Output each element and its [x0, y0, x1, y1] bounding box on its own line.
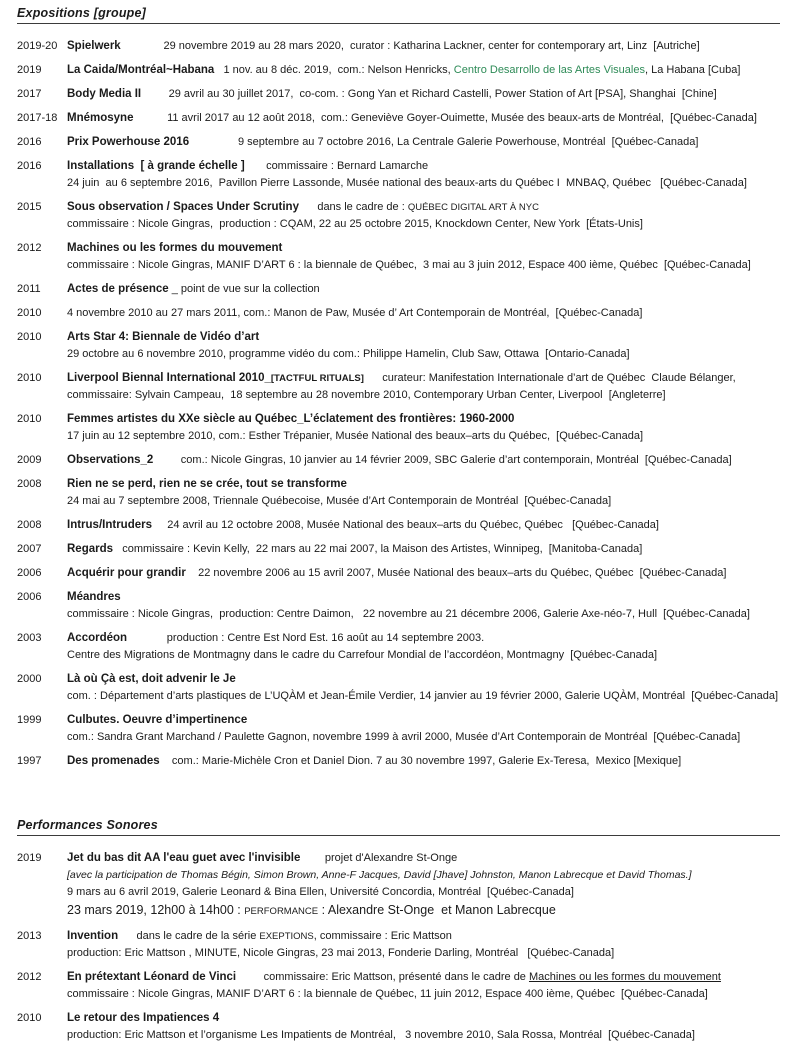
- entry-content: [67, 158, 780, 192]
- entry-year: 2017-18: [17, 112, 58, 124]
- text-segment: Installations [ à grande échelle ]: [67, 160, 245, 172]
- text-segment: dans le cadre de la série: [118, 930, 260, 942]
- text-segment: Culbutes. Oeuvre d’impertinence: [67, 714, 248, 726]
- text-segment: com.: Marie-Michèle Cron et Daniel Dion. 7 au 30 novembre 1997, Galerie Ex-Teresa, Mexico [Mexique]: [159, 755, 682, 767]
- entries-performances: [17, 850, 780, 1044]
- text-segment: 24 juin au 6 septembre 2016, Pavillon Pierre Lassonde, Musée national des beaux-arts du Québec I MNBAQ, Québec [Québec-Canada]: [67, 177, 747, 189]
- entry-content: [67, 329, 780, 363]
- text-segment: [avec la participation de Thomas Bégin, Simon Brown, Anne-F Jacques, David [Jhave] Johnston, Manon Labrecque et David Thomas.]: [67, 869, 692, 881]
- entry-content: [67, 240, 780, 274]
- entry-year: 2016: [17, 136, 42, 148]
- text-segment: Accordéon: [67, 632, 128, 644]
- exhibition-entry: [17, 753, 780, 770]
- text-segment: 9 septembre au 7 octobre 2016, La Centrale Galerie Powerhouse, Montréal [Québec-Canada]: [189, 136, 699, 148]
- text-segment: EXEPTIONS: [259, 931, 314, 942]
- entry-year: 2010: [17, 307, 42, 319]
- text-segment: Observations_2: [67, 454, 154, 466]
- text-segment: 24 mai au 7 septembre 2008, Triennale Québecoise, Musée d’Art Contemporain de Montréal [Québec-Canada]: [67, 495, 612, 507]
- entry-year: 2017: [17, 88, 42, 100]
- entry-line: [67, 370, 780, 387]
- entry-line: [67, 850, 780, 867]
- section-title: Performances Sonores: [17, 818, 780, 836]
- entry-content: [67, 370, 780, 404]
- exhibition-entry: [17, 476, 780, 510]
- entry-content: [67, 38, 780, 55]
- exhibition-entry: [17, 850, 780, 921]
- entry-year: 2019: [17, 64, 42, 76]
- entry-content: [67, 630, 780, 664]
- entry-year: 2012: [17, 242, 42, 254]
- entry-line: [67, 867, 780, 884]
- text-segment: : Alexandre St-Onge et Manon Labrecque: [318, 903, 556, 917]
- entry-line: [67, 216, 780, 233]
- entry-line: [67, 175, 780, 192]
- entry-line: [67, 86, 780, 103]
- exhibition-entry: [17, 452, 780, 469]
- text-segment: dans le cadre de :: [298, 201, 408, 213]
- text-segment: production : Centre Est Nord Est. 16 août au 14 septembre 2003.: [127, 632, 485, 644]
- entry-content: [67, 753, 780, 770]
- entry-content: [67, 969, 780, 1003]
- text-segment: , La Habana [Cuba]: [644, 64, 741, 76]
- text-segment: Regards: [67, 543, 114, 555]
- exhibition-entry: [17, 86, 780, 103]
- exhibition-entry: [17, 110, 780, 127]
- entry-line: [67, 969, 780, 986]
- text-segment: Méandres: [67, 591, 121, 603]
- entry-content: [67, 541, 780, 558]
- entry-line: [67, 62, 780, 79]
- exhibition-entry: [17, 589, 780, 623]
- entry-line: [67, 1027, 780, 1044]
- entry-year: 2003: [17, 632, 42, 644]
- text-segment: Liverpool Biennal International 2010_: [67, 372, 271, 384]
- text-segment: Machines ou les formes du mouvement: [528, 971, 721, 983]
- text-segment: 17 juin au 12 septembre 2010, com.: Esther Trépanier, Musée National des beaux–arts du Québec, [Québec-Canada]: [67, 430, 644, 442]
- entry-year: 2010: [17, 372, 42, 384]
- exhibition-entry: [17, 370, 780, 404]
- text-segment: commissaire : Nicole Gingras, production: Centre Daimon, 22 novembre au 21 décembre 2006, Galerie Axe-néo-7, Hull [Québec-Canada]: [67, 608, 750, 620]
- exhibition-entry: [17, 240, 780, 274]
- text-segment: com.: Nicole Gingras, 10 janvier au 14 février 2009, SBC Galerie d’art contemporain, Montréal [Québec-Canada]: [153, 454, 732, 466]
- entry-content: [67, 928, 780, 962]
- entry-line: [67, 476, 780, 493]
- entry-content: [67, 281, 780, 298]
- entry-content: [67, 1010, 780, 1044]
- entry-line: [67, 606, 780, 623]
- text-segment: 29 novembre 2019 au 28 mars 2020, curator : Katharina Lackner, center for contemporary art, Linz [Autriche]: [120, 40, 700, 52]
- text-segment: 29 octobre au 6 novembre 2010, programme vidéo du com.: Philippe Hamelin, Club Saw, Ottawa [Ontario-Canada]: [67, 348, 630, 360]
- text-segment: Le retour des Impatiences 4: [67, 1012, 220, 1024]
- entry-year: 2010: [17, 331, 42, 343]
- text-segment: com.: Sandra Grant Marchand / Paulette Gagnon, novembre 1999 à avril 2000, Musée d’Art Contemporain de Montréal [Québec-Canada]: [67, 731, 741, 743]
- entry-line: [67, 38, 780, 55]
- entry-line: [67, 240, 780, 257]
- entry-year: 2015: [17, 201, 42, 213]
- entry-line: [67, 565, 780, 582]
- text-segment: En prétextant Léonard de Vinci: [67, 971, 237, 983]
- entry-line: [67, 1010, 780, 1027]
- text-segment: commissaire : Bernard Lamarche: [244, 160, 429, 172]
- exhibition-entry: [17, 305, 780, 322]
- entry-content: [67, 110, 780, 127]
- entry-year: 2010: [17, 413, 42, 425]
- entry-line: [67, 346, 780, 363]
- entry-line: [67, 589, 780, 606]
- text-segment: QUÉBEC DIGITAL ART À NYC: [407, 202, 539, 213]
- text-segment: Mnémosyne: [67, 112, 134, 124]
- entry-line: [67, 257, 780, 274]
- entry-year: 2016: [17, 160, 42, 172]
- text-segment: , commissaire : Eric Mattson: [313, 930, 452, 942]
- exhibition-entry: [17, 62, 780, 79]
- entry-year: 2007: [17, 543, 42, 555]
- entry-year: 1997: [17, 755, 42, 767]
- entry-content: [67, 199, 780, 233]
- entry-line: [67, 281, 780, 298]
- entry-line: [67, 134, 780, 151]
- text-segment: Là où Çà est, doit advenir le Je: [67, 673, 236, 685]
- entry-line: [67, 884, 780, 901]
- entry-line: [67, 428, 780, 445]
- text-segment: curateur: Manifestation Internationale d’art de Québec Claude Bélanger,: [363, 372, 736, 384]
- entry-year: 2019-20: [17, 40, 58, 52]
- entry-line: [67, 729, 780, 746]
- text-segment: _ point de vue sur la collection: [168, 283, 320, 295]
- text-segment: commissaire: Eric Mattson, présenté dans le cadre de: [236, 971, 529, 983]
- text-segment: Rien ne se perd, rien ne se crée, tout se transforme: [67, 478, 347, 490]
- exhibition-entry: [17, 565, 780, 582]
- exhibition-entry: [17, 630, 780, 664]
- exhibition-entry: [17, 517, 780, 534]
- entry-line: [67, 110, 780, 127]
- entry-line: [67, 647, 780, 664]
- text-segment: commissaire: Sylvain Campeau, 18 septembre au 28 novembre 2010, Contemporary Urban Center, Liverpool [Angleterre]: [67, 389, 666, 401]
- text-segment: commissaire : Nicole Gingras, MANIF D’ART 6 : la biennale de Québec, 11 juin 2012, Espace 400 ième, Québec [Québec-Canada]: [67, 988, 708, 1000]
- entry-content: [67, 134, 780, 151]
- text-segment: 9 mars au 6 avril 2019, Galerie Leonard & Bina Ellen, Université Concordia, Montréal [Québec-Canada]: [67, 886, 574, 898]
- entry-line: [67, 630, 780, 647]
- entry-year: 2010: [17, 1012, 42, 1024]
- text-segment: Intrus/Intruders: [67, 519, 152, 531]
- entry-year: 2006: [17, 591, 42, 603]
- text-segment: PERFORMANCE: [244, 906, 319, 917]
- entry-content: [67, 411, 780, 445]
- text-segment: Invention: [67, 930, 119, 942]
- text-segment: commissaire : Nicole Gingras, MANIF D’ART 6 : la biennale de Québec, 3 mai au 3 juin 2012, Espace 400 ième, Québec [Québec-Canada]: [67, 259, 751, 271]
- entry-line: [67, 329, 780, 346]
- entry-content: [67, 671, 780, 705]
- entry-content: [67, 712, 780, 746]
- entry-line: [67, 158, 780, 175]
- text-segment: Prix Powerhouse 2016: [67, 136, 190, 148]
- entry-year: 2009: [17, 454, 42, 466]
- entry-year: 2011: [17, 283, 41, 295]
- entry-content: [67, 452, 780, 469]
- section-performances-sonores: [17, 818, 780, 1044]
- entries-expositions: [17, 38, 780, 770]
- entry-year: 2008: [17, 478, 42, 490]
- text-segment: Jet du bas dit AA l'eau guet avec l'invisible: [67, 852, 301, 864]
- text-segment: 22 novembre 2006 au 15 avril 2007, Musée National des beaux–arts du Québec, Québec [Québec-Canada]: [185, 567, 727, 579]
- exhibition-entry: [17, 281, 780, 298]
- exhibition-entry: [17, 671, 780, 705]
- entry-line: [67, 753, 780, 770]
- entry-content: [67, 850, 780, 921]
- text-segment: La Caida/Montréal~Habana: [67, 64, 215, 76]
- exhibition-entry: [17, 1010, 780, 1044]
- exhibition-entry: [17, 199, 780, 233]
- text-segment: projet d'Alexandre St-Onge: [300, 852, 458, 864]
- entry-line: [67, 712, 780, 729]
- exhibition-entry: [17, 928, 780, 962]
- entry-line: [67, 901, 780, 921]
- entry-year: 2013: [17, 930, 42, 942]
- text-segment: 29 avril au 30 juillet 2017, co-com. : Gong Yan et Richard Castelli, Power Station of Art [PSA], Shanghai [Chine]: [141, 88, 717, 100]
- entry-line: [67, 688, 780, 705]
- entry-content: [67, 62, 780, 79]
- exhibition-entry: [17, 134, 780, 151]
- exhibition-entry: [17, 158, 780, 192]
- text-segment: 11 avril 2017 au 12 août 2018, com.: Geneviève Goyer-Ouimette, Musée des beaux-arts de Montréal, [Québec-Canada]: [133, 112, 757, 124]
- text-segment: commissaire : Nicole Gingras, production : CQAM, 22 au 25 octobre 2015, Knockdown Center, New York [États-Unis]: [67, 218, 643, 230]
- text-segment: 23 mars 2019, 12h00 à 14h00 :: [67, 903, 245, 917]
- entry-line: [67, 986, 780, 1003]
- exhibition-entry: [17, 329, 780, 363]
- text-segment: Femmes artistes du XXe siècle au Québec_L’éclatement des frontières: 1960-2000: [67, 413, 515, 425]
- entry-line: [67, 541, 780, 558]
- entry-line: [67, 411, 780, 428]
- section-expositions-groupe: [17, 6, 780, 770]
- entry-content: [67, 476, 780, 510]
- exhibition-entry: [17, 541, 780, 558]
- entry-year: 1999: [17, 714, 42, 726]
- text-segment: Spielwerk: [67, 40, 121, 52]
- text-segment: Centro Desarrollo de las Artes Visuales: [453, 64, 645, 76]
- entry-content: [67, 565, 780, 582]
- entry-line: [67, 928, 780, 945]
- entry-line: [67, 517, 780, 534]
- entry-year: 2019: [17, 852, 42, 864]
- text-segment: 4 novembre 2010 au 27 mars 2011, com.: Manon de Paw, Musée d’ Art Contemporain de Montréal, [Québec-Canada]: [67, 307, 643, 319]
- entry-line: [67, 493, 780, 510]
- text-segment: 24 avril au 12 octobre 2008, Musée National des beaux–arts du Québec, Québec [Québec-Canada]: [151, 519, 659, 531]
- entry-content: [67, 589, 780, 623]
- entry-year: 2000: [17, 673, 42, 685]
- text-segment: production: Eric Mattson et l’organisme Les Impatients de Montréal, 3 novembre 2010, Sala Rossa, Montréal [Québec-Canada]: [67, 1029, 695, 1041]
- text-segment: [TACTFUL RITUALS]: [270, 373, 364, 384]
- entry-year: 2008: [17, 519, 42, 531]
- text-segment: Acquérir pour grandir: [67, 567, 186, 579]
- text-segment: Centre des Migrations de Montmagny dans le cadre du Carrefour Mondial de l’accordéon, Montmagny [Québec-Canada]: [67, 649, 658, 661]
- text-segment: Body Media II: [67, 88, 142, 100]
- text-segment: Des promenades: [67, 755, 160, 767]
- text-segment: Machines ou les formes du mouvement: [67, 242, 283, 254]
- text-segment: production: Eric Mattson , MINUTE, Nicole Gingras, 23 mai 2013, Fonderie Darling, Montréal [Québec-Canada]: [67, 947, 615, 959]
- exhibition-entry: [17, 411, 780, 445]
- text-segment: Actes de présence: [67, 283, 169, 295]
- text-segment: com. : Département d’arts plastiques de L’UQÀM et Jean-Émile Verdier, 14 janvier au 19 février 2000, Galerie UQÀM, Montréal [Québec-Canada]: [67, 690, 779, 702]
- text-segment: Sous observation / Spaces Under Scrutiny: [67, 201, 299, 213]
- text-segment: commissaire : Kevin Kelly, 22 mars au 22 mai 2007, la Maison des Artistes, Winnipeg, [Manitoba-Canada]: [113, 543, 643, 555]
- entry-content: [67, 86, 780, 103]
- entry-year: 2012: [17, 971, 42, 983]
- entry-content: [67, 305, 780, 322]
- exhibition-entry: [17, 969, 780, 1003]
- entry-content: [67, 517, 780, 534]
- text-segment: Arts Star 4: Biennale de Vidéo d’art: [67, 331, 260, 343]
- exhibition-entry: [17, 712, 780, 746]
- entry-line: [67, 199, 780, 216]
- entry-line: [67, 945, 780, 962]
- entry-line: [67, 305, 780, 322]
- exhibition-entry: [17, 38, 780, 55]
- text-segment: 1 nov. au 8 déc. 2019, com.: Nelson Henricks,: [214, 64, 454, 76]
- entry-line: [67, 387, 780, 404]
- entry-year: 2006: [17, 567, 42, 579]
- entry-line: [67, 671, 780, 688]
- section-title: Expositions [groupe]: [17, 6, 780, 24]
- entry-line: [67, 452, 780, 469]
